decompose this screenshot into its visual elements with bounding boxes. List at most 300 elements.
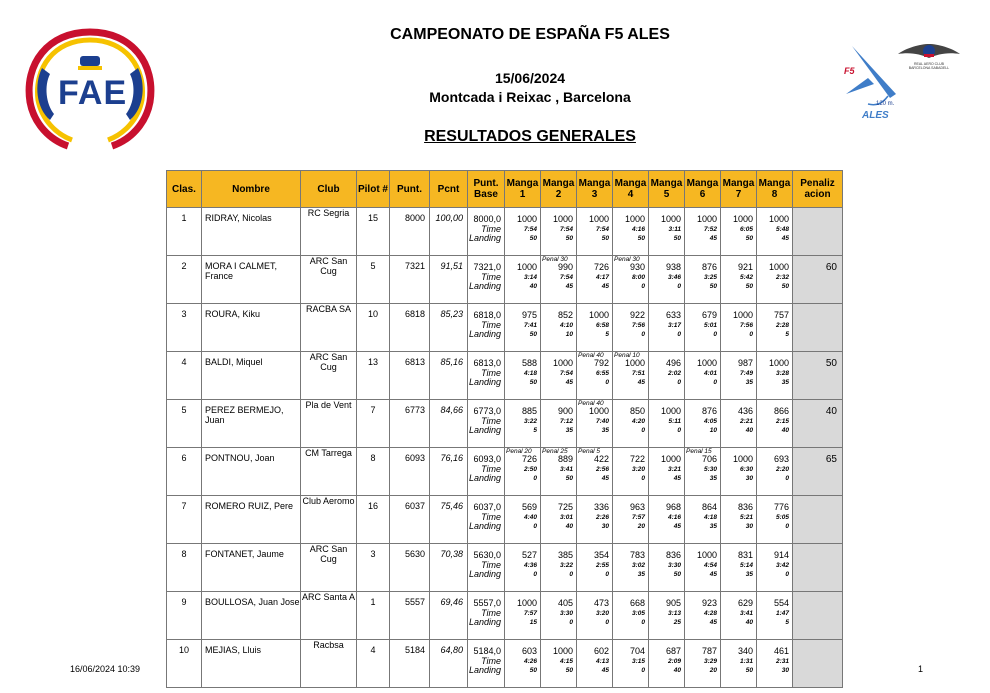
manga-points: 922 [629,310,645,320]
event-date: 15/06/2024 [494,70,566,86]
manga-landing: 0 [677,283,681,290]
penalization [793,208,843,256]
fae-logo-text: FAE [58,74,128,112]
manga-landing: 50 [529,379,537,386]
col-manga-6: Manga 6 [685,171,721,208]
manga-cell [685,640,721,688]
manga-points: 726 [593,262,609,272]
manga-points: 990 [557,262,573,272]
landing-label: Landing [468,617,501,627]
manga-points: 1000 [768,358,789,368]
manga-landing: 40 [781,427,789,434]
rank: 7 [167,496,202,544]
table-row [167,544,843,592]
manga-cell [613,352,649,400]
manga-time: 7:41 [523,322,537,329]
manga-cell [721,640,757,688]
manga-points: 930 [629,262,645,272]
pilot-number: 4 [357,640,390,688]
pilot-number: 3 [357,544,390,592]
manga-points: 866 [773,406,789,416]
manga-points: 1000 [624,214,645,224]
time-label: Time [481,272,501,282]
landing-label: Landing [468,281,501,291]
manga-cell [577,352,613,400]
manga-landing: 35 [781,379,789,386]
manga-cell [685,352,721,400]
page-number: 1 [918,664,924,674]
manga-points: 687 [665,646,681,656]
manga-time: 4:17 [595,274,609,281]
manga-points: 633 [665,310,681,320]
manga-landing: 0 [785,571,789,578]
penalization [793,640,843,688]
manga-cell [541,496,577,544]
pilot-number: 13 [357,352,390,400]
manga-points: 914 [773,550,789,560]
club-name: RACBA SA [301,304,357,352]
manga-landing: 40 [529,283,537,290]
manga-points: 923 [701,598,717,608]
manga-points: 1000 [696,214,717,224]
manga-landing: 0 [677,427,681,434]
col-club: Club [301,171,357,208]
manga-points: 757 [773,310,789,320]
manga-time: 7:54 [523,226,537,233]
manga-cell [577,448,613,496]
manga-points: 1000 [552,358,573,368]
base-points: 8000,0 [473,214,501,224]
manga-points: 496 [665,358,681,368]
manga-time: 7:54 [559,274,573,281]
percent: 84,66 [430,400,468,448]
manga-penalty: Penal 40 [578,352,604,359]
manga-cell [649,352,685,400]
manga-points: 336 [593,502,609,512]
manga-landing: 0 [641,667,645,674]
manga-time: 3:05 [631,610,645,617]
manga-cell [649,640,685,688]
manga-cell [577,400,613,448]
manga-landing: 45 [709,619,717,626]
manga-cell [649,208,685,256]
manga-points: 1000 [732,310,753,320]
manga-time: 3:30 [559,610,573,617]
manga-points: 905 [665,598,681,608]
manga-points: 831 [737,550,753,560]
manga-landing: 40 [745,619,753,626]
manga-landing: 50 [745,235,753,242]
manga-cell [721,592,757,640]
manga-points: 1000 [660,406,681,416]
club-name: Pla de Vent [301,400,357,448]
manga-landing: 25 [673,619,681,626]
manga-landing: 0 [641,619,645,626]
manga-points: 527 [521,550,537,560]
manga-cell [721,304,757,352]
manga-cell [649,256,685,304]
col-penalizacion: Penaliz acion [793,171,843,208]
manga-penalty: Penal 30 [542,256,568,263]
base-points: 6813,0 [473,358,501,368]
manga-cell [685,256,721,304]
time-label: Time [481,464,501,474]
penalization [793,304,843,352]
manga-cell [613,400,649,448]
points: 5184 [390,640,430,688]
manga-time: 1:47 [775,610,789,617]
pilot-number: 8 [357,448,390,496]
manga-time: 2:50 [523,466,537,473]
manga-landing: 0 [605,379,609,386]
col-punt: Punt. [390,171,430,208]
pilot-name: BALDI, Miquel [202,352,301,400]
manga-cell [541,208,577,256]
manga-time: 7:52 [703,226,717,233]
manga-time: 3:41 [559,466,573,473]
manga-time: 4:54 [703,562,717,569]
manga-landing: 45 [601,475,609,482]
manga-landing: 50 [781,283,789,290]
penalization: 60 [793,256,843,304]
manga-points: 900 [557,406,573,416]
manga-time: 3:46 [667,274,681,281]
pilot-name: PONTNOU, Joan [202,448,301,496]
manga-landing: 40 [745,427,753,434]
manga-cell [721,352,757,400]
manga-time: 4:15 [559,658,573,665]
manga-cell [721,208,757,256]
manga-points: 668 [629,598,645,608]
manga-points: 704 [629,646,645,656]
manga-time: 2:56 [595,466,609,473]
manga-cell [577,304,613,352]
manga-time: 4:05 [703,418,717,425]
manga-points: 725 [557,502,573,512]
manga-time: 3:28 [775,370,789,377]
manga-points: 1000 [588,310,609,320]
f5-logo-text: F5 [844,66,855,76]
manga-time: 3:20 [631,466,645,473]
manga-time: 7:54 [595,226,609,233]
pilot-name: MORA I CALMET, France [202,256,301,304]
manga-cell [577,640,613,688]
manga-cell [721,400,757,448]
manga-landing: 50 [673,235,681,242]
manga-points: 1000 [696,358,717,368]
manga-points: 354 [593,550,609,560]
manga-time: 2:21 [739,418,753,425]
manga-landing: 0 [749,331,753,338]
rank: 6 [167,448,202,496]
manga-cell [649,400,685,448]
club-logo-text: REAL AERO CLUB BARCELONA SABADELL [908,62,950,70]
landing-label: Landing [468,569,501,579]
time-label: Time [481,560,501,570]
manga-penalty: Penal 25 [542,448,568,455]
manga-penalty: Penal 40 [578,400,604,407]
landing-label: Landing [468,425,501,435]
manga-time: 4:10 [559,322,573,329]
col-manga-5: Manga 5 [649,171,685,208]
manga-landing: 45 [673,523,681,530]
rank: 9 [167,592,202,640]
manga-points: 864 [701,502,717,512]
rank: 2 [167,256,202,304]
percent: 85,16 [430,352,468,400]
manga-landing: 45 [637,379,645,386]
table-row [167,592,843,640]
manga-points: 602 [593,646,609,656]
manga-time: 3:20 [595,610,609,617]
pilot-name: PEREZ BERMEJO, Juan [202,400,301,448]
manga-landing: 35 [745,379,753,386]
manga-time: 4:16 [631,226,645,233]
time-label: Time [481,320,501,330]
manga-cell [505,208,541,256]
manga-points: 975 [521,310,537,320]
manga-cell [757,544,793,592]
manga-time: 5:42 [739,274,753,281]
manga-landing: 0 [569,619,573,626]
manga-cell [541,400,577,448]
f5-logo-sub: 120 m. [876,101,895,107]
manga-points: 1000 [768,214,789,224]
col-clas: Clas. [167,171,202,208]
manga-points: 405 [557,598,573,608]
base-points-cell [468,592,505,640]
event-location: Montcada i Reixac , Barcelona [429,89,631,105]
manga-time: 2:28 [775,322,789,329]
manga-landing: 15 [529,619,537,626]
manga-landing: 40 [565,523,573,530]
manga-landing: 20 [709,667,717,674]
manga-points: 340 [737,646,753,656]
manga-cell [685,496,721,544]
pilot-number: 10 [357,304,390,352]
manga-landing: 10 [709,427,717,434]
manga-time: 2:20 [775,466,789,473]
manga-points: 876 [701,262,717,272]
col-manga-4: Manga 4 [613,171,649,208]
manga-time: 3:25 [703,274,717,281]
base-points-cell [468,544,505,592]
manga-landing: 0 [641,427,645,434]
base-points-cell [468,304,505,352]
manga-landing: 45 [781,235,789,242]
points: 6818 [390,304,430,352]
manga-points: 1000 [660,214,681,224]
manga-points: 588 [521,358,537,368]
manga-time: 2:32 [775,274,789,281]
manga-cell [685,400,721,448]
manga-points: 693 [773,454,789,464]
manga-points: 473 [593,598,609,608]
manga-cell [721,256,757,304]
manga-landing: 50 [709,283,717,290]
points: 6037 [390,496,430,544]
manga-points: 783 [629,550,645,560]
manga-time: 7:57 [631,514,645,521]
col-pcnt: Pcnt [430,171,468,208]
manga-penalty: Penal 30 [614,256,640,263]
manga-cell [541,352,577,400]
penalization [793,496,843,544]
manga-landing: 50 [565,475,573,482]
manga-cell [721,448,757,496]
manga-time: 3:13 [667,610,681,617]
manga-points: 1000 [768,262,789,272]
manga-points: 1000 [516,262,537,272]
manga-cell [541,544,577,592]
manga-penalty: Penal 15 [686,448,712,455]
manga-time: 2:15 [775,418,789,425]
manga-cell [649,448,685,496]
col-manga-3: Manga 3 [577,171,613,208]
manga-landing: 30 [745,523,753,530]
manga-cell [577,496,613,544]
manga-cell [721,544,757,592]
rank: 10 [167,640,202,688]
manga-points: 1000 [516,598,537,608]
manga-cell [649,304,685,352]
manga-points: 1000 [732,214,753,224]
landing-label: Landing [468,329,501,339]
manga-cell [577,592,613,640]
club-name: ARC San Cug [301,544,357,592]
manga-landing: 45 [673,475,681,482]
manga-time: 7:12 [559,418,573,425]
results-table [166,170,843,688]
manga-landing: 30 [601,523,609,530]
manga-points: 1000 [732,454,753,464]
penalization: 50 [793,352,843,400]
percent: 75,46 [430,496,468,544]
manga-time: 6:58 [595,322,609,329]
club-name: Racbsa [301,640,357,688]
manga-time: 7:54 [559,370,573,377]
base-points-cell [468,400,505,448]
percent: 70,38 [430,544,468,592]
manga-points: 792 [593,358,609,368]
manga-cell [757,592,793,640]
header-row [167,171,843,208]
manga-time: 2:31 [775,658,789,665]
manga-points: 1000 [552,646,573,656]
manga-points: 850 [629,406,645,416]
manga-points: 938 [665,262,681,272]
manga-landing: 45 [565,379,573,386]
manga-points: 968 [665,502,681,512]
manga-cell [613,640,649,688]
base-points-cell [468,448,505,496]
club-name: RC Segria [301,208,357,256]
manga-time: 5:21 [739,514,753,521]
manga-points: 1000 [624,358,645,368]
manga-landing: 45 [565,283,573,290]
manga-cell [757,400,793,448]
col-nombre: Nombre [202,171,301,208]
manga-points: 987 [737,358,753,368]
manga-landing: 0 [605,571,609,578]
base-points: 6818,0 [473,310,501,320]
manga-cell [541,640,577,688]
manga-cell [721,496,757,544]
manga-time: 4:36 [523,562,537,569]
manga-landing: 50 [673,571,681,578]
manga-points: 569 [521,502,537,512]
points: 6773 [390,400,430,448]
manga-landing: 50 [529,331,537,338]
manga-cell [505,256,541,304]
manga-time: 3:11 [668,226,681,233]
section-title: RESULTADOS GENERALES [424,128,636,145]
manga-cell [613,208,649,256]
table-row [167,208,843,256]
manga-points: 461 [773,646,789,656]
manga-time: 5:11 [668,418,681,425]
table-row [167,400,843,448]
manga-cell [613,544,649,592]
manga-points: 1000 [660,454,681,464]
landing-label: Landing [468,233,501,243]
manga-landing: 35 [709,475,717,482]
manga-time: 7:40 [595,418,609,425]
manga-time: 3:01 [559,514,573,521]
manga-penalty: Penal 10 [614,352,640,359]
manga-cell [757,496,793,544]
manga-landing: 5 [605,331,609,338]
manga-landing: 50 [565,667,573,674]
manga-points: 1000 [588,214,609,224]
manga-landing: 5 [785,331,789,338]
ales-logo-text: ALES [862,110,889,121]
manga-time: 4:16 [667,514,681,521]
manga-landing: 0 [533,523,537,530]
manga-points: 776 [773,502,789,512]
manga-cell [757,304,793,352]
manga-landing: 0 [533,571,537,578]
manga-cell [577,544,613,592]
manga-landing: 45 [601,667,609,674]
pilot-number: 7 [357,400,390,448]
manga-cell [541,304,577,352]
manga-cell [577,256,613,304]
manga-time: 6:05 [739,226,753,233]
table-row [167,352,843,400]
club-name: ARC San Cug [301,256,357,304]
manga-time: 4:13 [595,658,609,665]
manga-cell [757,352,793,400]
manga-cell [685,304,721,352]
manga-time: 4:40 [523,514,537,521]
manga-points: 603 [521,646,537,656]
manga-landing: 50 [529,667,537,674]
manga-points: 889 [557,454,573,464]
manga-time: 7:56 [631,322,645,329]
manga-time: 4:18 [523,370,537,377]
manga-time: 8:00 [631,274,645,281]
manga-time: 7:49 [739,370,753,377]
manga-time: 4:01 [703,370,717,377]
pilot-number: 5 [357,256,390,304]
manga-landing: 5 [785,619,789,626]
col-base: Punt. Base [468,171,505,208]
landing-label: Landing [468,521,501,531]
manga-cell [757,640,793,688]
manga-landing: 35 [637,571,645,578]
manga-landing: 35 [745,571,753,578]
